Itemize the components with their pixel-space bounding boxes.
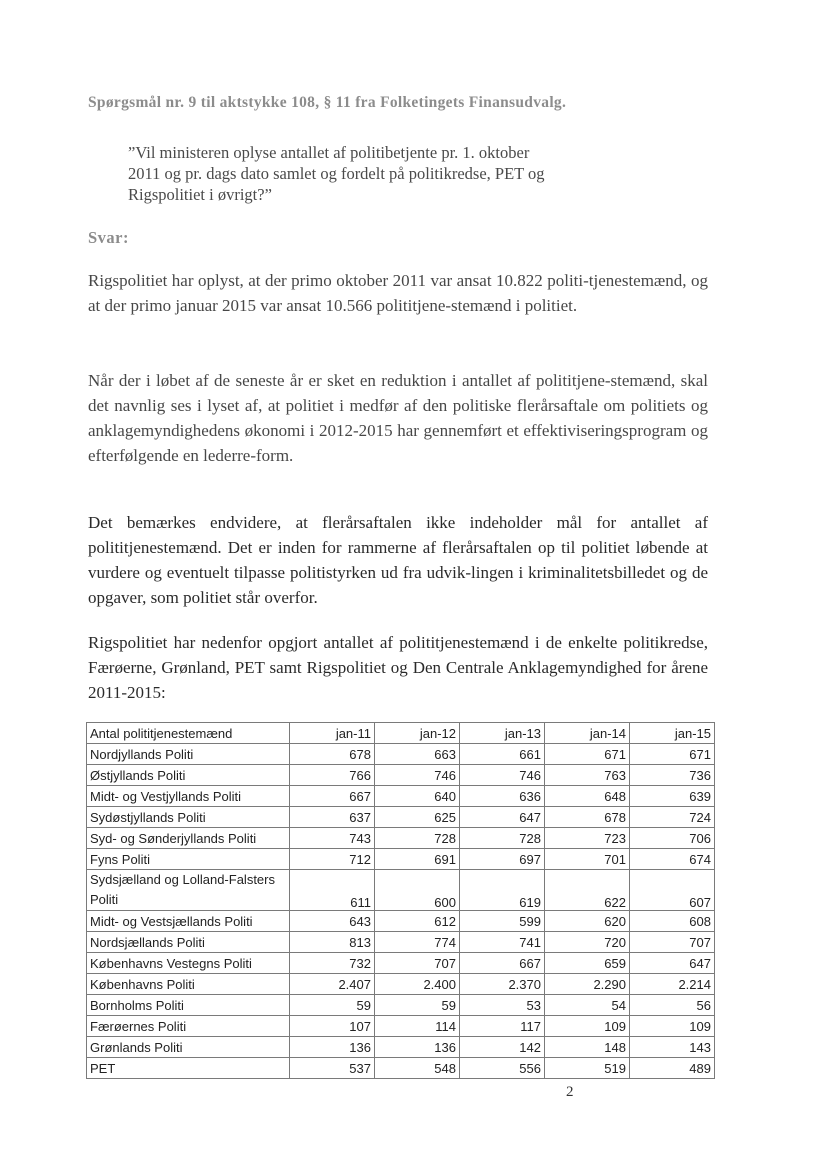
- row-label: Nordjyllands Politi: [87, 744, 290, 765]
- table-cell: 648: [545, 786, 630, 807]
- row-label: Sydøstjyllands Politi: [87, 807, 290, 828]
- table-cell: 678: [290, 744, 375, 765]
- table-cell: 659: [545, 953, 630, 974]
- table-row: [87, 1016, 715, 1037]
- table-cell: 142: [460, 1037, 545, 1058]
- table-cell: 766: [290, 765, 375, 786]
- table-cell: 53: [460, 995, 545, 1016]
- table-row: [87, 1058, 715, 1079]
- table-cell: 2.407: [290, 974, 375, 995]
- table-body: [87, 744, 715, 1079]
- table-cell: 109: [545, 1016, 630, 1037]
- table-cell: 661: [460, 744, 545, 765]
- column-header: Antal polititjenestemænd: [87, 723, 290, 744]
- row-label: Færøernes Politi: [87, 1016, 290, 1037]
- table-cell: 774: [375, 932, 460, 953]
- table-cell: 697: [460, 849, 545, 870]
- table-cell: 599: [460, 911, 545, 932]
- table-cell: 640: [375, 786, 460, 807]
- table-cell: 2.400: [375, 974, 460, 995]
- table-cell: 2.370: [460, 974, 545, 995]
- table-cell: 136: [290, 1037, 375, 1058]
- table-cell: 723: [545, 828, 630, 849]
- table-cell: 728: [460, 828, 545, 849]
- table-cell: 56: [630, 995, 715, 1016]
- column-header: jan-12: [375, 723, 460, 744]
- table-cell: 607: [630, 870, 715, 911]
- table-cell: 548: [375, 1058, 460, 1079]
- table-cell: 678: [545, 807, 630, 828]
- table-row: [87, 953, 715, 974]
- row-label: Fyns Politi: [87, 849, 290, 870]
- table-row: [87, 786, 715, 807]
- row-label: Midt- og Vestsjællands Politi: [87, 911, 290, 932]
- row-label: Grønlands Politi: [87, 1037, 290, 1058]
- table-cell: 608: [630, 911, 715, 932]
- paragraph-2: Når der i løbet af de seneste år er sket en reduktion i antallet af polititjene-stemænd, skal det navnlig ses i lyset af, at politiet i medfør af den politiske flerårsaftale om politiets og anklagemyndighedens økonomi i 2012-2015 har gennemført et effektiviseringsprogram og efterfølgende en lederre-form.: [88, 371, 708, 465]
- table-cell: 712: [290, 849, 375, 870]
- row-label: PET: [87, 1058, 290, 1079]
- table-row: [87, 765, 715, 786]
- table-cell: 746: [460, 765, 545, 786]
- row-label: Nordsjællands Politi: [87, 932, 290, 953]
- table-row: [87, 870, 715, 911]
- table-row: [87, 807, 715, 828]
- table-cell: 625: [375, 807, 460, 828]
- table-cell: 114: [375, 1016, 460, 1037]
- table-header-row: [87, 723, 715, 744]
- table-cell: 763: [545, 765, 630, 786]
- table-cell: 647: [460, 807, 545, 828]
- table-cell: 706: [630, 828, 715, 849]
- answer-label: Svar:: [88, 228, 129, 247]
- table-cell: 667: [460, 953, 545, 974]
- table-row: [87, 849, 715, 870]
- table-row: [87, 974, 715, 995]
- table-cell: 136: [375, 1037, 460, 1058]
- table-row: [87, 1037, 715, 1058]
- table-cell: 59: [375, 995, 460, 1016]
- table-cell: 612: [375, 911, 460, 932]
- table-cell: 107: [290, 1016, 375, 1037]
- table-row: [87, 995, 715, 1016]
- table-cell: 637: [290, 807, 375, 828]
- table-cell: 117: [460, 1016, 545, 1037]
- table-cell: 622: [545, 870, 630, 911]
- column-header: jan-14: [545, 723, 630, 744]
- table-cell: 2.290: [545, 974, 630, 995]
- table-row: [87, 911, 715, 932]
- table-row: [87, 744, 715, 765]
- row-label: Østjyllands Politi: [87, 765, 290, 786]
- table-cell: 701: [545, 849, 630, 870]
- paragraph-1: Rigspolitiet har oplyst, at der primo oktober 2011 var ansat 10.822 politi-tjenestemænd, og at der primo januar 2015 var ansat 10.566 polititjene-stemænd i politiet.: [88, 271, 708, 315]
- row-label: Københavns Politi: [87, 974, 290, 995]
- table-cell: 636: [460, 786, 545, 807]
- table-row: [87, 932, 715, 953]
- table-cell: 707: [375, 953, 460, 974]
- row-label: Københavns Vestegns Politi: [87, 953, 290, 974]
- table-cell: 643: [290, 911, 375, 932]
- table-cell: 519: [545, 1058, 630, 1079]
- table-cell: 663: [375, 744, 460, 765]
- table-cell: 813: [290, 932, 375, 953]
- table-cell: 647: [630, 953, 715, 974]
- table-cell: 743: [290, 828, 375, 849]
- table-cell: 54: [545, 995, 630, 1016]
- table-cell: 620: [545, 911, 630, 932]
- row-label: Bornholms Politi: [87, 995, 290, 1016]
- table-cell: 691: [375, 849, 460, 870]
- document-heading: Spørgsmål nr. 9 til aktstykke 108, § 11 fra Folketingets Finansudvalg.: [88, 94, 567, 111]
- column-header: jan-15: [630, 723, 715, 744]
- paragraph-4: Rigspolitiet har nedenfor opgjort antallet af polititjenestemænd i de enkelte politikredse, Færøerne, Grønland, PET samt Rigspolitiet og Den Centrale Anklagemyndighed for årene 2011-2015:: [88, 633, 708, 702]
- table-cell: 148: [545, 1037, 630, 1058]
- table-cell: 556: [460, 1058, 545, 1079]
- table-cell: 537: [290, 1058, 375, 1079]
- table-cell: 2.214: [630, 974, 715, 995]
- table-cell: 736: [630, 765, 715, 786]
- table-cell: 619: [460, 870, 545, 911]
- table-cell: 59: [290, 995, 375, 1016]
- table-cell: 674: [630, 849, 715, 870]
- table-cell: 720: [545, 932, 630, 953]
- table-cell: 724: [630, 807, 715, 828]
- table-cell: 143: [630, 1037, 715, 1058]
- staff-table: [86, 722, 715, 1079]
- table-row: [87, 828, 715, 849]
- table-cell: 728: [375, 828, 460, 849]
- table-cell: 489: [630, 1058, 715, 1079]
- row-label: Syd- og Sønderjyllands Politi: [87, 828, 290, 849]
- table-cell: 600: [375, 870, 460, 911]
- table-cell: 732: [290, 953, 375, 974]
- table-cell: 639: [630, 786, 715, 807]
- table-cell: 109: [630, 1016, 715, 1037]
- column-header: jan-13: [460, 723, 545, 744]
- table-cell: 667: [290, 786, 375, 807]
- table-cell: 707: [630, 932, 715, 953]
- row-label: Midt- og Vestjyllands Politi: [87, 786, 290, 807]
- page-number: 2: [566, 1084, 574, 1100]
- table-cell: 741: [460, 932, 545, 953]
- row-label: Sydsjælland og Lolland-Falsters Politi: [87, 870, 290, 911]
- table-cell: 671: [545, 744, 630, 765]
- column-header: jan-11: [290, 723, 375, 744]
- paragraph-3: Det bemærkes endvidere, at flerårsaftalen ikke indeholder mål for antallet af polititjenestemænd. Det er inden for rammerne af flerårsaftalen op til politiet løbende at vurdere og eventuelt tilpasse politistyrken ud fra udvik-lingen i kriminalitetsbilledet og de opgaver, som politiet står overfor.: [88, 513, 708, 607]
- question-text: ”Vil ministeren oplyse antallet af politibetjente pr. 1. oktober 2011 og pr. dags dato samlet og fordelt på politikredse, PET og Rigspolitiet i øvrigt?”: [128, 143, 545, 204]
- table-cell: 611: [290, 870, 375, 911]
- table-cell: 746: [375, 765, 460, 786]
- table-cell: 671: [630, 744, 715, 765]
